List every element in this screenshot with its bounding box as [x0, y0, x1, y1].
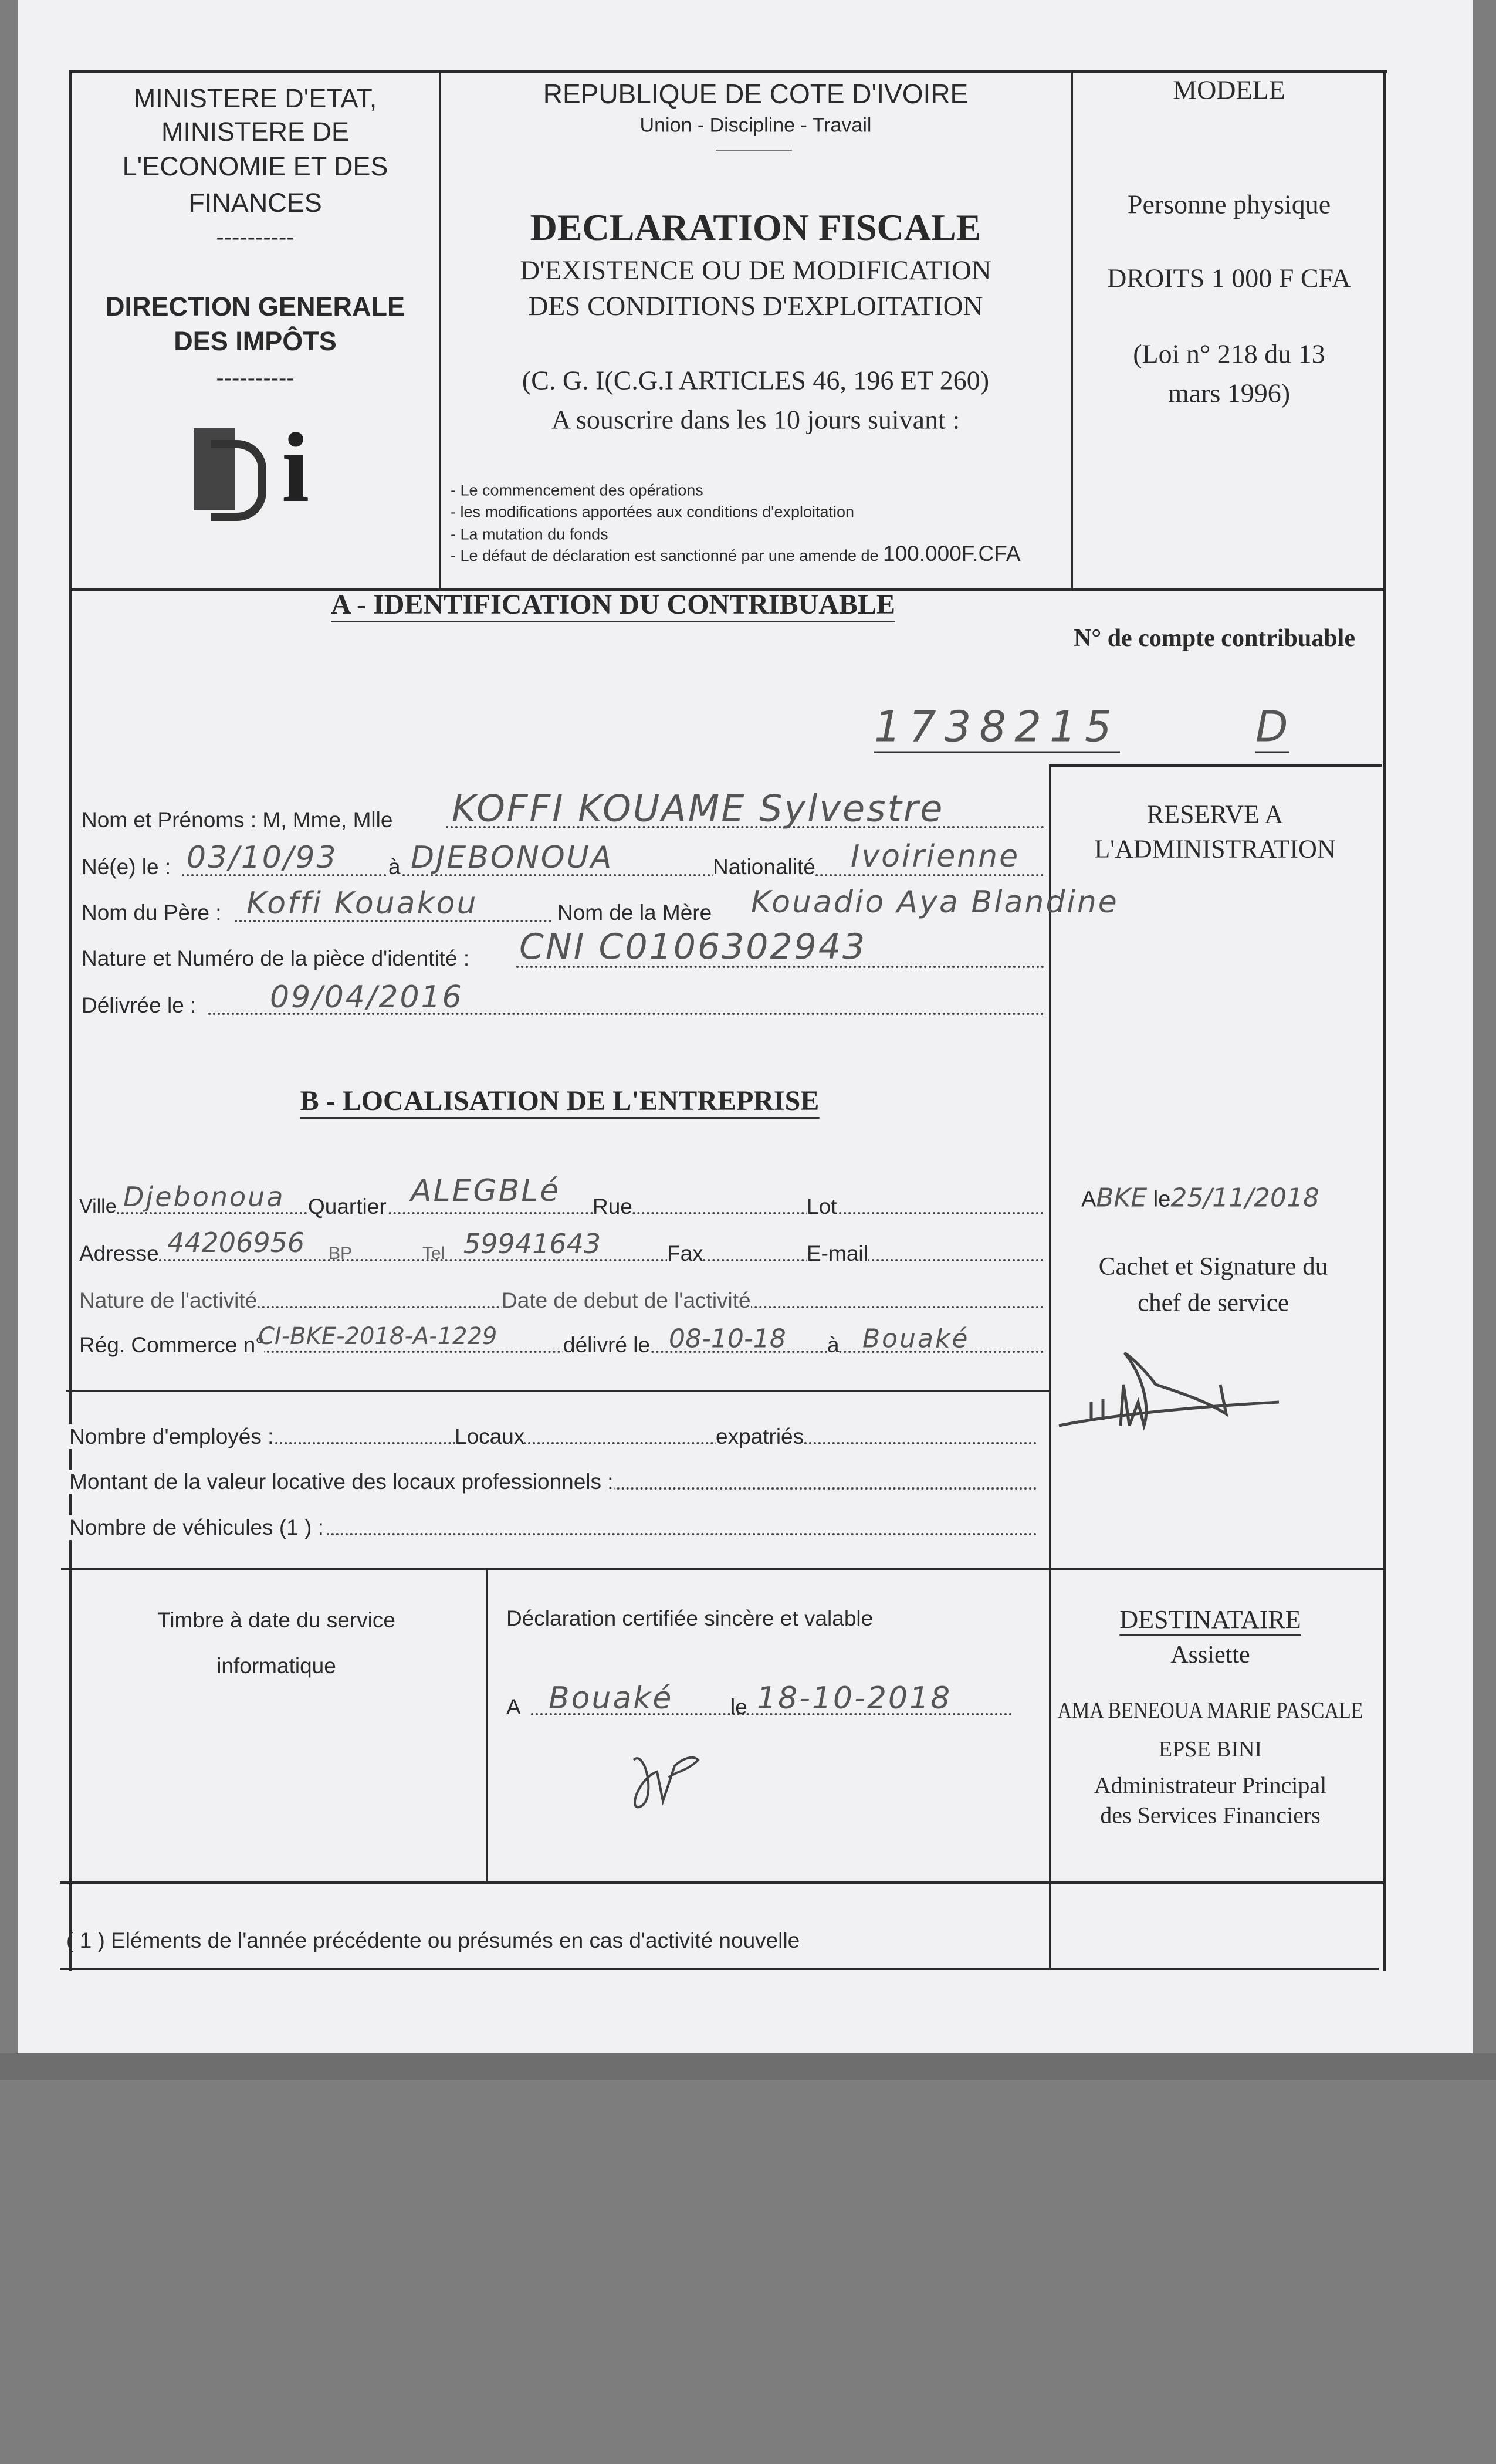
section-b-title: B - LOCALISATION DE L'ENTREPRISE [300, 1085, 820, 1119]
cert-place[interactable]: Bouaké [549, 1681, 673, 1716]
direction-line: DES IMPÔTS [174, 326, 337, 356]
account-number[interactable]: 1738215 [874, 702, 1120, 753]
name-value[interactable]: KOFFI KOUAME Sylvestre [452, 787, 945, 830]
admin-date[interactable]: 25/11/2018 [1170, 1183, 1319, 1213]
model-label: MODELE [1173, 75, 1285, 105]
admin-place[interactable]: BKE [1096, 1183, 1148, 1213]
chief-signature [1056, 1343, 1291, 1437]
father-label: Nom du Père : [82, 901, 222, 925]
id-value[interactable]: CNI C0106302943 [519, 926, 867, 967]
cert-le-label: le [730, 1695, 747, 1719]
activity-label: Nature de l'activité [79, 1288, 258, 1312]
frame-left [69, 70, 72, 1971]
rental-value-label: Montant de la valeur locative des locaux professionnels : [69, 1470, 614, 1494]
cert-a-label: A [506, 1695, 521, 1719]
rc-place[interactable]: Bouaké [862, 1324, 970, 1354]
rc-label: Rég. Commerce n° [79, 1333, 265, 1357]
cert-date[interactable]: 18-10-2018 [757, 1681, 952, 1716]
form-subtitle: DES CONDITIONS D'EXPLOITATION [528, 291, 983, 321]
stamp-line: Administrateur Principal [1094, 1772, 1327, 1799]
section-b-bottom [66, 1390, 1050, 1392]
certified-label: Déclaration certifiée sincère et valable [506, 1606, 874, 1630]
ville[interactable]: Djebonoua [123, 1181, 285, 1213]
bullet: - La mutation du fonds [451, 525, 608, 543]
form-title: DECLARATION FISCALE [530, 207, 981, 248]
instruction: A souscrire dans les 10 jours suivant : [551, 404, 960, 435]
fee: DROITS 1 000 F CFA [1107, 263, 1351, 293]
at-label: à [827, 1333, 840, 1357]
bottom-col1 [486, 1569, 488, 1883]
start-date-label: Date de debut de l'activité [502, 1288, 751, 1312]
rc-number[interactable]: CI-BKE-2018-A-1229 [258, 1323, 497, 1350]
tel[interactable]: 59941643 [463, 1228, 601, 1260]
law: mars 1996) [1167, 378, 1291, 408]
mother-name[interactable]: Kouadio Aya Blandine [751, 885, 1119, 920]
account-label: N° de compte contribuable [1074, 625, 1355, 652]
birth-date[interactable]: 03/10/93 [187, 840, 338, 875]
footnote: ( 1 ) Eléments de l'année précédente ou présumés en cas d'activité nouvelle [66, 1928, 800, 1952]
section-c-bottom [61, 1568, 1383, 1570]
ministry-line: MINISTERE D'ETAT, [133, 83, 377, 113]
bullet-text: - Le défaut de déclaration est sanctionné par une amende de [451, 547, 879, 564]
bp-label: BP [329, 1244, 353, 1263]
quartier-label: Quartier [308, 1194, 387, 1219]
frame-top [69, 70, 1387, 73]
stamp-line: AMA BENEOUA MARIE PASCALE [1057, 1697, 1363, 1724]
birth-place[interactable]: DJEBONOUA [411, 840, 614, 875]
footer-top [60, 1881, 1383, 1884]
frame-bottom [60, 1968, 1379, 1970]
frame-right [1383, 70, 1386, 1971]
recipient-service: Assiette [1170, 1641, 1250, 1668]
section-a-title: A - IDENTIFICATION DU CONTRIBUABLE [331, 588, 895, 622]
fine-amount: 100.000F.CFA [883, 541, 1021, 566]
reserve-label: L'ADMINISTRATION [1094, 834, 1336, 864]
law: (Loi n° 218 du 13 [1133, 339, 1325, 369]
separator: ---------- [216, 365, 295, 391]
republic-title: REPUBLIQUE DE COTE D'IVOIRE [543, 79, 969, 109]
issued-on-label: délivré le [563, 1333, 651, 1357]
reserve-left [1049, 764, 1051, 1970]
expats-label: expatriés [716, 1424, 804, 1448]
header-col2 [1071, 70, 1073, 590]
bullet: - Le commencement des opérations [451, 481, 703, 499]
mother-label: Nom de la Mère [557, 901, 712, 925]
reserve-label: RESERVE A [1146, 800, 1284, 829]
motto-rule [716, 150, 792, 151]
timbre-label: informatique [216, 1654, 336, 1678]
fax-label: Fax [667, 1241, 703, 1265]
rue-label: Rue [593, 1194, 632, 1219]
stamp-line: des Services Financiers [1100, 1802, 1321, 1829]
motto: Union - Discipline - Travail [639, 114, 872, 137]
nationality-label: Nationalité [713, 855, 815, 879]
cachet-label: chef de service [1138, 1289, 1289, 1317]
account-key[interactable]: D [1255, 702, 1289, 753]
admin-place-date [1081, 1183, 1319, 1213]
name-label: Nom et Prénoms : M, Mme, Mlle [82, 808, 393, 832]
bullet: - les modifications apportées aux conditions d'exploitation [451, 503, 855, 521]
admin-date-label: le [1153, 1187, 1171, 1212]
quartier[interactable]: ALEGBLé [411, 1173, 561, 1209]
issued-date[interactable]: 09/04/2016 [270, 980, 463, 1015]
direction-line: DIRECTION GENERALE [105, 292, 405, 321]
rc-date[interactable]: 08-10-18 [669, 1324, 786, 1354]
bullet [451, 541, 1021, 566]
father-name[interactable]: Koffi Kouakou [246, 886, 478, 921]
employees-label: Nombre d'employés : [69, 1424, 274, 1448]
vehicles-label: Nombre de véhicules (1 ) : [69, 1515, 324, 1539]
ministry-line: MINISTERE DE [161, 117, 350, 147]
articles: (C. G. I(C.G.I ARTICLES 46, 196 ET 260) [522, 365, 990, 395]
admin-place-label: A [1081, 1187, 1096, 1212]
birth-label: Né(e) le : [82, 855, 171, 879]
scan-border [0, 2053, 1496, 2080]
email-label: E-mail [807, 1241, 868, 1265]
cachet-label: Cachet et Signature du [1098, 1253, 1328, 1281]
separator: ---------- [216, 224, 295, 251]
stamp-line: EPSE BINI [1158, 1737, 1263, 1762]
declarant-signature [622, 1742, 710, 1819]
dgi-logo: i [194, 422, 329, 516]
header-col1 [439, 70, 441, 590]
nationality[interactable]: Ivoirienne [851, 839, 1020, 874]
issued-label: Délivrée le : [82, 993, 197, 1017]
birth-place-label: à [388, 855, 401, 879]
reserve-top [1050, 764, 1382, 767]
id-label: Nature et Numéro de la pièce d'identité : [82, 946, 470, 970]
timbre-label: Timbre à date du service [157, 1608, 395, 1632]
premises-label: Locaux [455, 1424, 525, 1448]
tel-label: Tel [422, 1244, 445, 1263]
lot-label: Lot [807, 1194, 837, 1219]
ministry-line: L'ECONOMIE ET DES [122, 151, 388, 181]
ministry-line: FINANCES [188, 188, 322, 218]
ville-label: Ville [79, 1195, 117, 1218]
adresse[interactable]: 44206956 [167, 1227, 305, 1258]
adresse-label: Adresse [79, 1241, 159, 1265]
person-type: Personne physique [1127, 189, 1331, 219]
recipient-title: DESTINATAIRE [1119, 1605, 1301, 1636]
form-subtitle: D'EXISTENCE OU DE MODIFICATION [520, 255, 991, 286]
